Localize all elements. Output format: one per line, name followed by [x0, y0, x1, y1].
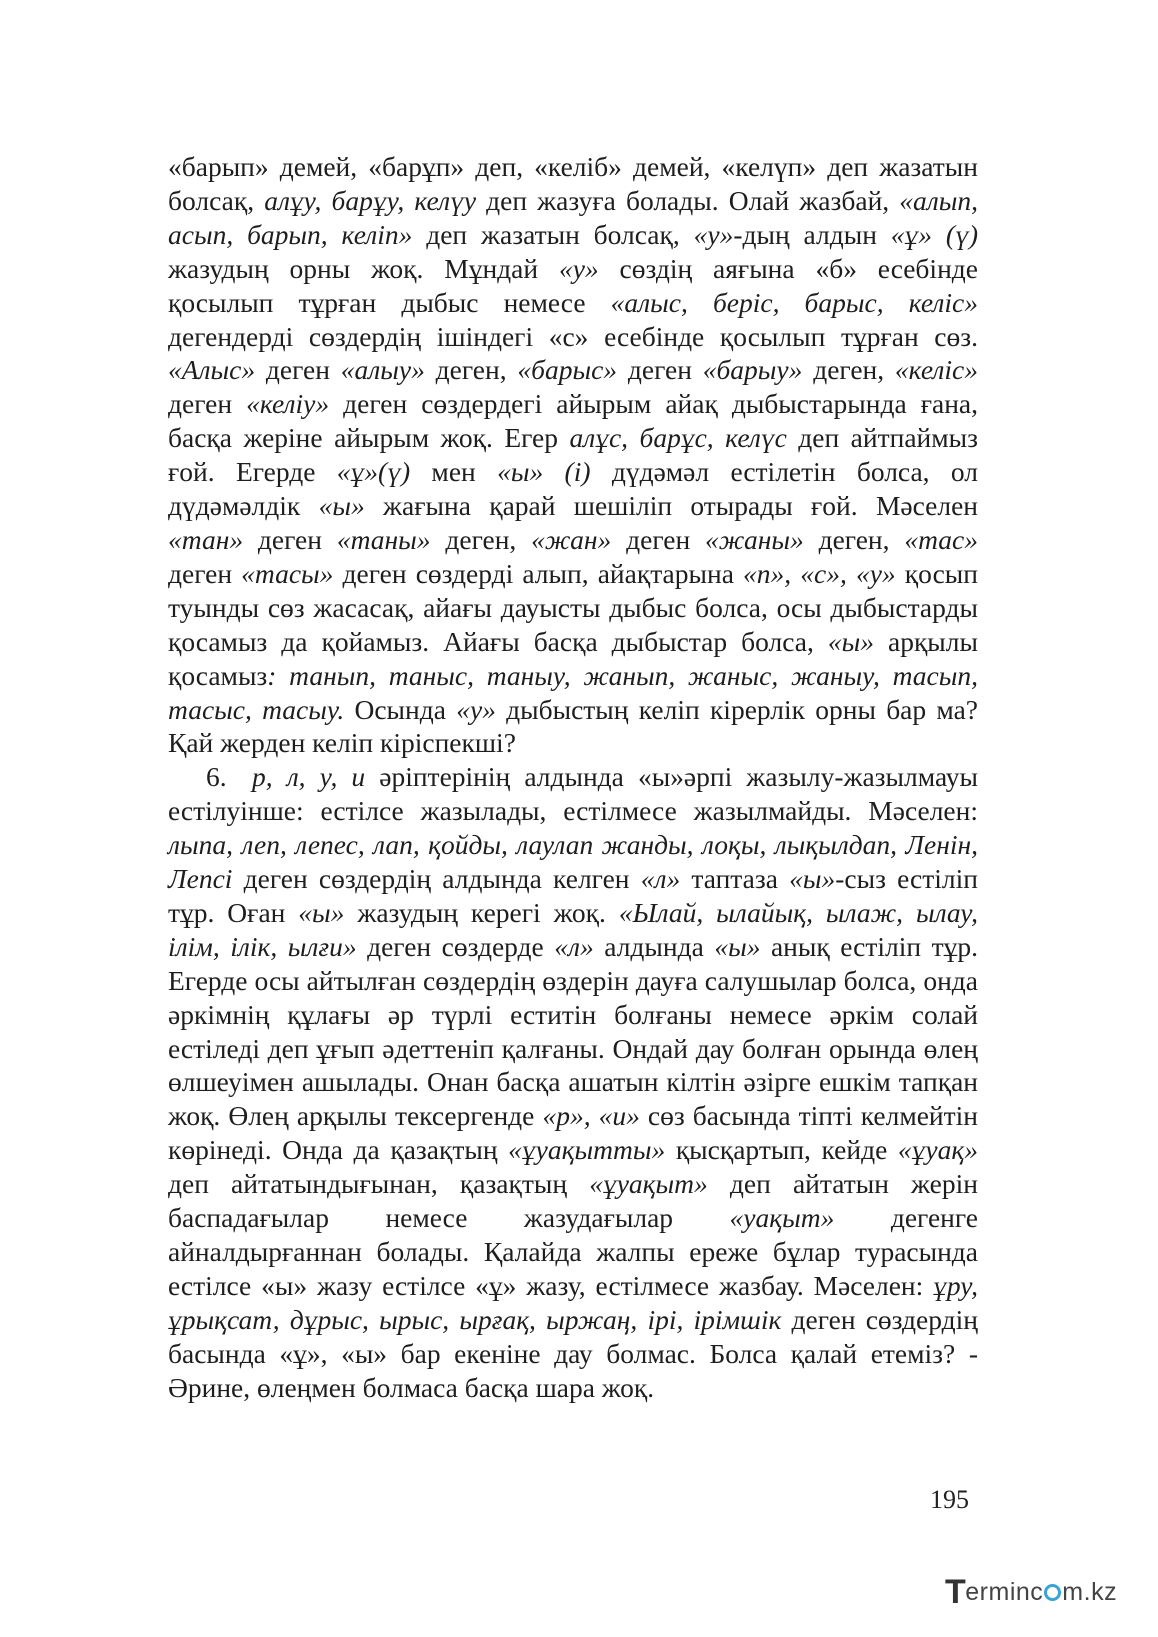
text-run: деген сөздерде — [356, 930, 555, 962]
text-run: деген — [617, 354, 703, 386]
italic-text: «барыу» — [702, 354, 803, 386]
numbered-paragraph — [168, 760, 978, 1404]
page-number: 195 — [930, 1485, 969, 1514]
italic-text: «тасы» — [241, 557, 334, 589]
text-run: деген — [611, 523, 706, 555]
text-run: анық естіліп тұр. Егерде осы айтылған сөздердің өздерін дауға салушылар болса, онда әркімнің құлағы әр түрлі еститін болғаны немесе әркім солай естіледі деп ұғып әдеттеніп қалғаны. Ондай дау болған орында өлең өлшеуімен ашылады. Онан басқа ашатын кілтін әзірге ешкім тапқан жоқ. Өлең арқылы тексергенде — [168, 930, 978, 1132]
text-run: деген сөздердің басында «ұ», «ы» бар екеніне дау болмас. Болса қалай етеміз? - Әрине, өлеңмен болмаса басқа шара жоқ. — [168, 1303, 978, 1403]
text-run: әріптерінің алдында «ы»әрпі жазылу-жазылмауы естілуінше: естілсе жазылады, естілмесе жазылмайды. Мәселен: — [168, 761, 978, 827]
text-run: деген — [255, 354, 341, 386]
text-run: дегендерді сөздердің ішіндегі «с» есебінде қосылып тұрған сөз. — [168, 320, 978, 352]
text-run: таптаза — [680, 863, 790, 895]
italic-text: «ұуақыт» — [589, 1168, 708, 1200]
text-run: деген — [168, 388, 247, 420]
italic-text: «ы» (і) — [497, 456, 591, 488]
text-run: деген, — [802, 354, 895, 386]
text-run: деп айтатын жерін баспадағылар немесе жазудағылар — [168, 1168, 978, 1234]
text-run: деген — [243, 523, 337, 555]
paragraph — [168, 150, 978, 760]
italic-text: «Ылай, ылайық, ылаж, ылау, ілім, ілік, ылғи» — [168, 896, 978, 962]
text-run: деп жазуға болады. Олай жазбай, — [476, 184, 900, 216]
text-run: сөздің аяғына «б» есебінде қосылып тұрған дыбыс немесе — [168, 252, 978, 318]
italic-text: «жаны» — [705, 523, 804, 555]
italic-text: «Алыс» — [168, 354, 256, 386]
text-run: арқылы қосамыз — [168, 625, 978, 691]
text-run: деген сөздердегі айырым айақ дыбыстарында ғана, басқа жеріне айырым жоқ. Егер — [168, 388, 978, 454]
italic-text: «у» — [693, 218, 734, 250]
text-run: деген, — [803, 523, 905, 555]
text-run: сөз басында тіпті келмейтін көрінеді. Онда да қазақтың — [168, 1100, 979, 1166]
text-run: жазудың керегі жоқ. — [344, 896, 619, 928]
italic-text: «келіс» — [894, 354, 978, 386]
text-run: Осында — [344, 693, 457, 725]
italic-text: «ы» — [318, 490, 365, 522]
italic-text: «ұ»(ү) — [336, 456, 411, 488]
italic-text: «л» — [640, 863, 681, 895]
text-run: -сыз естіліп тұр. Оған — [168, 863, 978, 928]
italic-text: р, л, у, и — [252, 761, 366, 793]
italic-text: «алыу» — [340, 354, 425, 386]
text-run: деп жазатын болсақ, — [412, 218, 694, 250]
italic-text: «жан» — [531, 523, 612, 555]
italic-text: «ұ» (ү) — [890, 218, 978, 250]
text-run: деген сөздерді алып, айақтарына — [333, 557, 744, 589]
italic-text: алұу, барұу, келүу — [264, 184, 477, 216]
text-run: деген, — [424, 354, 518, 386]
text-run: мен — [410, 456, 498, 488]
italic-text: «ы» — [789, 863, 836, 895]
text-run: дыбыстың келіп кірерлік орны бар ма? Қай жерден келіп кіріспекші? — [168, 693, 979, 759]
text-run: қосып туынды сөз жасасақ, айағы дауысты дыбыс болса, осы дыбыстарды қосамыз да қойамыз. Айағы басқа дыбыстар болса, — [168, 557, 978, 657]
watermark-ring-icon — [1044, 1584, 1061, 1601]
watermark-text: erminc — [965, 1577, 1044, 1606]
italic-text: ұру, ұрықсат, дұрыс, ырыс, ырғақ, ыржаң, ірі, ірімшік — [168, 1269, 978, 1335]
italic-text: «алып, асып, барып, келіп» — [168, 184, 979, 250]
italic-text: «р», «и» — [542, 1100, 640, 1132]
italic-text: : таныn, таныс, таныу, жаныn, жаныс, жаныу, тасыn, тасыс, тасыу. — [168, 659, 978, 725]
text-run: деген, — [430, 523, 532, 555]
watermark-domain: m.kz — [1062, 1577, 1118, 1606]
text-run: жағына қарай шешіліп отырады ғой. Мәселен — [364, 490, 978, 522]
italic-text: «ұуақ» — [897, 1134, 978, 1166]
italic-text: «барыс» — [517, 354, 618, 386]
italic-text: «ы» — [714, 930, 761, 962]
italic-text: «п», «с», «у» — [743, 557, 896, 589]
text-run: дүдәмәл естілетін болса, ол дүдәмәлдік — [168, 456, 978, 522]
italic-text: «уақыт» — [729, 1202, 835, 1234]
italic-text: алұс, барұс, келүс — [569, 422, 787, 454]
site-watermark — [945, 1572, 1117, 1612]
watermark-logo-letter: T — [945, 1572, 967, 1611]
text-run: алдында — [593, 930, 715, 962]
italic-text: лыпа, леп, лепес, лап, қойды, лаулап жанды, лоқы, лықылдап, Ленін, Лепсі — [168, 829, 978, 895]
paragraph-number: 6. — [206, 761, 227, 793]
italic-text: «у» — [456, 693, 496, 725]
italic-text: «келіу» — [246, 388, 330, 420]
text-run: деп айтатындығынан, қазақтың — [168, 1168, 590, 1200]
page-body — [168, 150, 978, 1405]
text-run: қысқартып, кейде — [665, 1134, 898, 1166]
text-run: деген сөздердің алдында келген — [232, 863, 641, 895]
italic-text: «тан» — [168, 523, 244, 555]
italic-text: «ұуақытты» — [508, 1134, 666, 1166]
text-run: жазудың орны жоқ. Мұндай — [168, 252, 559, 284]
text-run: деген — [168, 557, 242, 589]
text-run: -дың алдын — [733, 218, 891, 250]
italic-text: «у» — [558, 252, 599, 284]
text-run: «барып» демей, «барұп» деп, «келіб» демей, «келүп» деп жазатын болсақ, — [168, 151, 978, 216]
italic-text: «л» — [554, 930, 594, 962]
italic-text: «ы» — [298, 896, 345, 928]
italic-text: «ы» — [827, 625, 874, 657]
italic-text: «алыс, беріс, барыс, келіс» — [610, 286, 978, 318]
italic-text: «таны» — [336, 523, 431, 555]
text-run: дегенге айналдырғаннан болады. Қалайда жалпы ереже бұлар турасында естілсе «ы» жазу естілсе «ұ» жазу, естілмесе жазбау. Мәселен: — [168, 1202, 978, 1301]
italic-text: «тас» — [904, 523, 979, 555]
text-run: деп айтпаймыз ғой. Егерде — [168, 422, 978, 488]
